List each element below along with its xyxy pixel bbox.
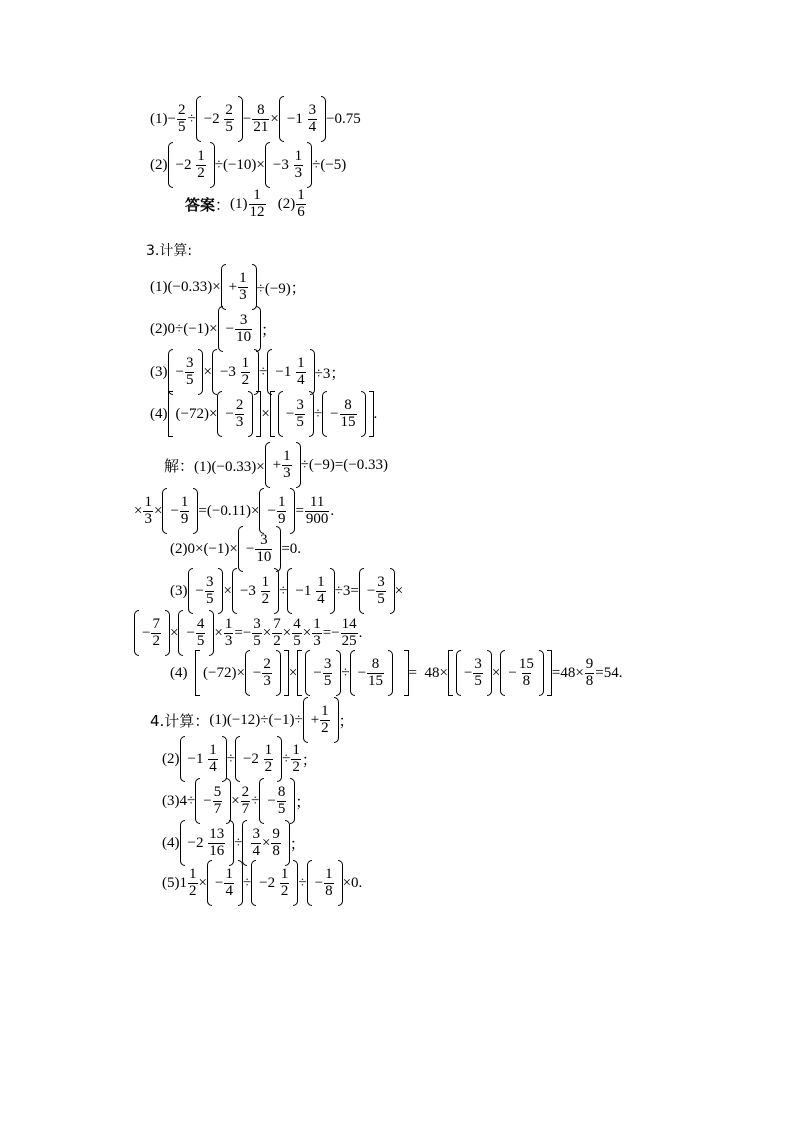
q3-item-4: (4) (−72)× − $\frac{2}{3}$ × − $\frac{3}{5}$ ÷ − $\frac{8}{15}$ . xyxy=(150,391,377,437)
q3-item-2: (2)0÷(−1)× − $\frac{3}{10}$ ； xyxy=(150,306,276,352)
q4-item-3: (3)4÷ − $\frac{5}{7}$ × $\frac{2}{7}$ ÷ − $\frac{8}{5}$ ； xyxy=(162,778,310,824)
q4-item-2: (2) −1 $\frac{1}{4}$ ÷ −2 $\frac{1}{2}$ ÷ $\frac{1}{2}$ ； xyxy=(162,736,317,782)
sol3-line-2: (2)0×(−1)× − $\frac{3}{10}$ =0. xyxy=(170,526,301,572)
sol3-line-3b: − $\frac{7}{2}$ × − $\frac{4}{5}$ × $\frac{1}{3}$ =− $\frac{3}{5}$ × $\frac{7}{2}$ × $\frac{4}{5}$ × $\frac{1}{3}$ =− $\frac{14}{25}$ . xyxy=(134,610,362,656)
q4-title: 4.计算 xyxy=(150,711,195,730)
q4-item-5: (5)1 $\frac{1}{2}$ × − $\frac{1}{4}$ ÷ −2 $\frac{1}{2}$ ÷ − $\frac{1}{8}$ ×0. xyxy=(162,860,362,906)
prob2-expr-2: (2) −2 $\frac{1}{2}$ ÷(−10)× −3 $\frac{1}{3}$ ÷(−5) xyxy=(150,142,346,188)
q4-item-4: (4) −2 $\frac{13}{16}$ ÷ $\frac{3}{4}$ × $\frac{9}{8}$ ； xyxy=(162,820,305,866)
sol3-line-3: (3) − $\frac{3}{5}$ × −3 $\frac{1}{2}$ ÷ −1 $\frac{1}{4}$ ÷3= − $\frac{3}{5}$ × xyxy=(170,568,403,614)
answer-label: 答案 xyxy=(185,195,216,214)
sol3-line-1b: × $\frac{1}{3}$ × − $\frac{1}{9}$ =(−0.11)× − $\frac{1}{9}$ = $\frac{11}{900}$ . xyxy=(134,488,334,534)
sol3-line-1: 解 ：(1)(−0.33)× + $\frac{1}{3}$ ÷(−9)=(−0.33) xyxy=(164,442,388,488)
q3-title: 3.计算: xyxy=(146,243,193,259)
q4-title-line: 4.计算 ： (1)(−12)÷(−1)÷ + $\frac{1}{2}$ ； xyxy=(150,697,354,743)
prob2-answer: 答案 ： (1) $\frac{1}{12}$ (2) $\frac{1}{6}$ xyxy=(185,187,305,220)
q3-item-1: (1)(−0.33)× + $\frac{1}{3}$ ÷(−9)； xyxy=(150,264,306,310)
label: (1) xyxy=(150,110,168,127)
prob2-expr-1: (1) − $\frac{2}{5}$ ÷ −2 $\frac{2}{5}$ − $\frac{8}{21}$ × −1 $\frac{3}{4}$ −0.75 xyxy=(150,96,361,142)
q3-item-3: (3) − $\frac{3}{5}$ × −3 $\frac{1}{2}$ ÷ −1 $\frac{1}{4}$ ÷3； xyxy=(150,349,345,395)
sol3-line-4: (4) (−72)× − $\frac{2}{3}$ × − $\frac{3}{5}$ ÷ − $\frac{8}{15}$ = 48× − $\frac{3}{5}$ × − $\frac{15}{8}$ =48× $\frac{9}{8}$ =54. xyxy=(170,650,623,696)
fraction: $\frac{2}{5}$ xyxy=(177,101,186,135)
